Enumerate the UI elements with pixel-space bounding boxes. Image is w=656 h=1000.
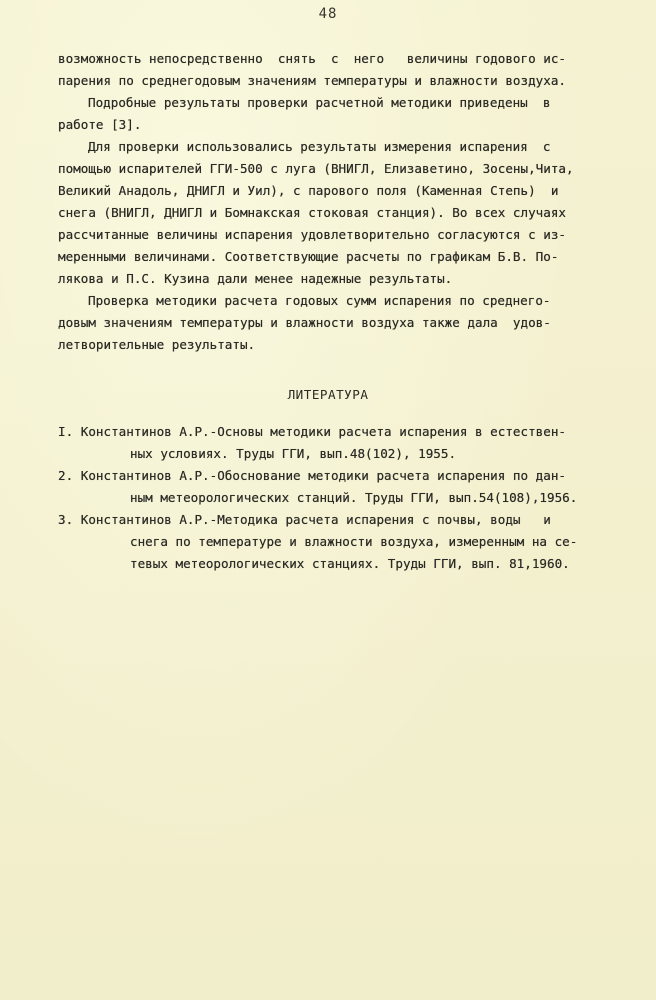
body-text <box>58 48 628 356</box>
body-line: Подробные результаты проверки расчетной методики приведены в <box>88 95 551 110</box>
body-line: работе [3]. <box>58 117 142 132</box>
body-line: Проверка методики расчета годовых сумм испарения по среднего- <box>88 293 551 308</box>
reference-item: I. Константинов А.Р.-Основы методики расчета испарения в естествен- <box>58 424 566 439</box>
body-line: помощью испарителей ГГИ-500 с луга (ВНИГЛ, Елизаветино, Зосены,Чита, <box>58 161 574 176</box>
body-line: Для проверки использовались результаты измерения испарения с <box>88 139 551 154</box>
reference-item: 3. Константинов А.Р.-Методика расчета испарения с почвы, воды и <box>58 512 551 527</box>
reference-item-continuation: тевых метеорологических станциях. Труды ГГИ, вып. 81,1960. <box>130 556 570 571</box>
body-line: летворительные результаты. <box>58 337 256 352</box>
page-number: 48 <box>318 6 338 22</box>
body-line: возможность непосредственно снять с него величины годового ис- <box>58 51 566 66</box>
reference-item-continuation: снега по температуре и влажности воздуха, измеренным на се- <box>130 534 578 549</box>
reference-item-continuation: ных условиях. Труды ГГИ, вып.48(102), 1955. <box>130 446 457 461</box>
body-line: лякова и П.С. Кузина дали менее надежные результаты. <box>58 271 453 286</box>
reference-item: 2. Константинов А.Р.-Обоснование методики расчета испарения по дан- <box>58 468 566 483</box>
reference-list <box>58 421 638 575</box>
body-line: снега (ВНИГЛ, ДНИГЛ и Бомнакская стоковая станция). Во всех случаях <box>58 205 566 220</box>
body-line: меренными величинами. Соответствующие расчеты по графикам Б.В. По- <box>58 249 559 264</box>
body-line: рассчитанные величины испарения удовлетворительно согласуются с из- <box>58 227 566 242</box>
body-line: парения по среднегодовым значениям температуры и влажности воздуха. <box>58 73 566 88</box>
literature-heading: ЛИТЕРАТУРА <box>287 387 369 402</box>
reference-item-continuation: ным метеорологических станций. Труды ГГИ, вып.54(108),1956. <box>130 490 578 505</box>
body-line: Великий Анадоль, ДНИГЛ и Уил), с парового поля (Каменная Степь) и <box>58 183 559 198</box>
body-line: довым значениям температуры и влажности воздуха также дала удов- <box>58 315 551 330</box>
